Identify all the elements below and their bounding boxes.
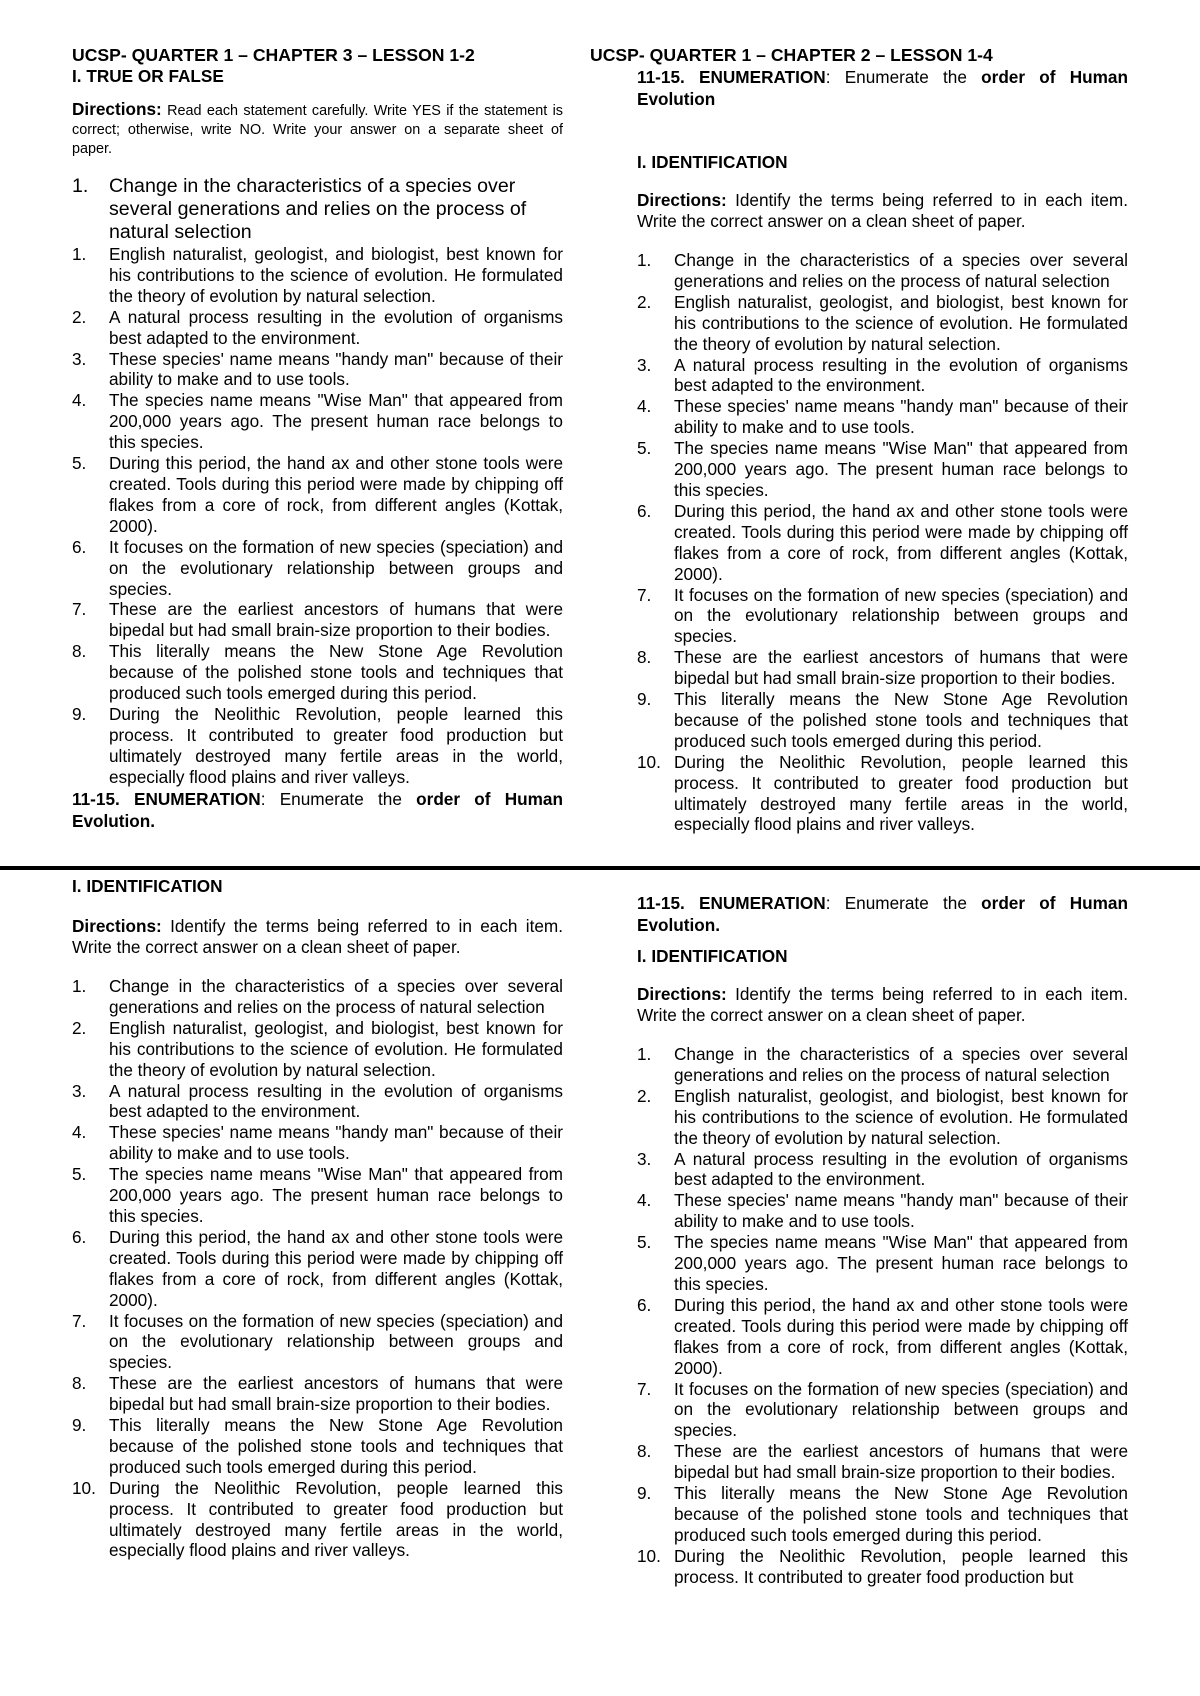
item-number: 4. [637,1190,652,1211]
item-text: It focuses on the formation of new species (speciation) and on the evolutionary relationship between groups and species. [109,536,563,599]
right-top-section [637,66,1128,835]
list-item [637,292,1128,355]
list-item [72,1415,563,1478]
item-text: During this period, the hand ax and other stone tools were created. Tools during this period were made by chipping off flakes from a core of rock, from different angles (Kottak, 2000). [674,500,1128,584]
item-text: This literally means the New Stone Age Revolution because of the polished stone tools and techniques that produced such tools emerged during this period. [674,1483,1128,1545]
item-text: A natural process resulting in the evolution of organisms best adapted to the environment. [109,1080,563,1122]
left-top-section [72,44,563,832]
item-text: During this period, the hand ax and other stone tools were created. Tools during this period were made by chipping off flakes from a core of rock, from different angles (Kottak, 2000). [674,1294,1128,1378]
item-text: This literally means the New Stone Age Revolution because of the polished stone tools and techniques that produced such tools emerged during this period. [109,1415,563,1477]
list-item [637,250,1128,292]
item-text: During this period, the hand ax and other stone tools were created. Tools during this period were made by chipping off flakes from a core of rock, from different angles (Kottak, 2000). [109,453,563,536]
directions [72,916,563,958]
list-item [637,1379,1128,1442]
lesson-header: UCSP- QUARTER 1 – CHAPTER 2 – LESSON 1-4 [590,45,993,65]
item-number: 3. [637,354,652,375]
list-item [72,704,563,788]
list-item [637,647,1128,689]
item-number: 2. [637,1085,652,1106]
item-text: During the Neolithic Revolution, people learned this process. It contributed to greater food production but ultimately destroyed many fertile areas in the world, especially flood plains and river valleys. [674,751,1128,835]
text-span: Identify the terms being referred to in each item. Write the correct answer on a clean sheet of paper. [637,190,1128,231]
text-span: : Enumerate the [825,67,982,87]
item-number: 5. [72,1164,87,1185]
list-item [637,1441,1128,1483]
item-text: Change in the characteristics of a species over several generations and relies on the process of natural selection [674,1044,1128,1085]
item-number: 6. [637,500,652,521]
item-text: Change in the characteristics of a species over several generations and relies on the process of natural selection [109,976,563,1017]
item-text: The species name means "Wise Man" that appeared from 200,000 years ago. The present human race belongs to this species. [674,1232,1128,1294]
enumeration-instruction [637,892,1128,936]
text-span: 11-15. ENUMERATION [637,67,826,87]
section-title: I. TRUE OR FALSE [72,66,224,86]
list-item [72,537,563,600]
question-list [72,976,563,1561]
list-item [72,453,563,537]
text-span: Identify the terms being referred to in each item. Write the correct answer on a clean sheet of paper. [72,916,563,957]
enumeration-instruction [637,66,1128,110]
section-title: I. IDENTIFICATION [637,152,788,172]
item-number: 3. [72,1080,87,1101]
section-title: I. IDENTIFICATION [72,876,223,896]
text-span: 11-15. ENUMERATION [637,893,826,913]
list-item [637,501,1128,585]
text-span: order of Human Evolution [637,67,1128,109]
list-item [72,1373,563,1415]
list-item [637,752,1128,836]
list-item [637,1149,1128,1191]
list-item [637,1190,1128,1232]
list-item [72,175,563,244]
list-item [72,641,563,704]
list-item [637,585,1128,648]
item-number: 7. [72,599,87,620]
item-number: 9. [72,1415,87,1436]
item-number: 4. [72,1122,87,1143]
item-text: These species' name means "handy man" because of their ability to make and to use tools. [109,1122,563,1164]
item-text: It focuses on the formation of new species (speciation) and on the evolutionary relationship between groups and species. [674,1378,1128,1441]
item-text: These species' name means "handy man" because of their ability to make and to use tools. [674,396,1128,438]
list-item [72,349,563,391]
question-list [637,250,1128,835]
item-number: 7. [637,584,652,605]
item-number: 1. [637,1044,652,1064]
item-text: These are the earliest ancestors of humans that were bipedal but had small brain-size proportion to their bodies. [674,647,1128,689]
item-text: English naturalist, geologist, and biologist, best known for his contributions to the science of evolution. He formulated the theory of evolution by natural selection. [674,1085,1128,1148]
list-item [72,1081,563,1123]
directions [72,100,563,159]
list-item [72,390,563,453]
list-item [637,1086,1128,1149]
item-number: 1. [637,250,652,270]
item-text: During this period, the hand ax and other stone tools were created. Tools during this period were made by chipping off flakes from a core of rock, from different angles (Kottak, 2000). [109,1226,563,1310]
item-number: 5. [637,438,652,459]
list-item [637,1044,1128,1086]
item-text: During the Neolithic Revolution, people learned this process. It contributed to greater food production but [674,1545,1128,1587]
list-item [72,1478,563,1562]
list-item [637,1295,1128,1379]
item-text: English naturalist, geologist, and biologist, best known for his contributions to the science of evolution. He formulated the theory of evolution by natural selection. [109,244,563,306]
text-span: : Enumerate the [825,893,982,913]
directions [637,190,1128,232]
lesson-header: UCSP- QUARTER 1 – CHAPTER 3 – LESSON 1-2 [72,45,475,65]
item-number: 3. [637,1148,652,1169]
list-item [637,1546,1128,1588]
item-number: 1. [72,244,87,264]
text-span: order of Human Evolution. [637,893,1128,935]
directions [637,984,1128,1026]
text-span: Read each statement carefully. Write YES if the statement is correct; otherwise, write NO. Write your answer on a separate sheet of paper. [72,103,563,157]
item-number: 2. [72,306,87,327]
list-item [72,1227,563,1311]
item-text: Change in the characteristics of a species over several generations and relies on the process of natural selection [674,250,1128,291]
item-text: English naturalist, geologist, and biologist, best known for his contributions to the science of evolution. He formulated the theory of evolution by natural selection. [674,291,1128,354]
item-text: The species name means "Wise Man" that appeared from 200,000 years ago. The present human race belongs to this species. [109,390,563,453]
list-item [637,438,1128,501]
left-bottom-section [72,876,563,1561]
text-span: order of Human Evolution. [72,788,563,831]
list-item [637,396,1128,438]
item-number: 10. [637,1545,661,1566]
item-text: These are the earliest ancestors of humans that were bipedal but had small brain-size proportion to their bodies. [109,1373,563,1415]
item-number: 10. [637,751,661,772]
item-text: During the Neolithic Revolution, people learned this process. It contributed to greater food production but ultimately destroyed many fertile areas in the world, especially flood plains and river valleys. [109,703,563,787]
item-number: 7. [72,1310,87,1331]
item-text: These species' name means "handy man" because of their ability to make and to use tools. [109,348,563,390]
list-item [637,1483,1128,1546]
item-text: These are the earliest ancestors of humans that were bipedal but had small brain-size proportion to their bodies. [109,599,563,641]
list-item [637,1232,1128,1295]
item-text: This literally means the New Stone Age Revolution because of the polished stone tools and techniques that produced such tools emerged during this period. [674,689,1128,751]
item-number: 8. [72,641,87,662]
item-number: 1. [72,976,87,996]
item-number: 9. [72,703,87,724]
item-number: 6. [72,536,87,557]
text-span: Directions: [637,984,727,1004]
item-number: 10. [72,1477,96,1498]
item-number: 8. [637,1441,652,1462]
list-item [72,1311,563,1374]
text-span: Directions: [637,190,727,210]
section-title: I. IDENTIFICATION [637,946,788,966]
list-item [72,976,563,1018]
list-item [637,689,1128,752]
item-text: English naturalist, geologist, and biologist, best known for his contributions to the science of evolution. He formulated the theory of evolution by natural selection. [109,1017,563,1080]
item-number: 3. [72,348,87,369]
item-text: It focuses on the formation of new species (speciation) and on the evolutionary relationship between groups and species. [109,1310,563,1373]
item-text: It focuses on the formation of new species (speciation) and on the evolutionary relationship between groups and species. [674,584,1128,647]
list-item [637,355,1128,397]
text-span: Directions: [72,916,162,936]
item-number: 8. [637,647,652,668]
item-number: 4. [637,396,652,417]
right-top-header [590,44,1130,66]
item-text: A natural process resulting in the evolution of organisms best adapted to the environment. [109,306,563,348]
item-number: 5. [637,1232,652,1253]
text-span: Identify the terms being referred to in each item. Write the correct answer on a clean sheet of paper. [637,984,1128,1025]
item-text: During the Neolithic Revolution, people learned this process. It contributed to greater food production but ultimately destroyed many fertile areas in the world, especially flood plains and river valleys. [109,1477,563,1561]
item-number: 1. [72,175,89,197]
text-span: Directions: [72,99,162,119]
list-item [72,307,563,349]
item-text: Change in the characteristics of a species over several generations and relies on the process of natural selection [109,175,527,243]
item-text: The species name means "Wise Man" that appeared from 200,000 years ago. The present human race belongs to this species. [674,438,1128,500]
page-divider [0,866,1200,870]
list-item [72,1164,563,1227]
item-number: 5. [72,453,87,474]
text-span: 11-15. ENUMERATION [72,788,261,809]
question-list [637,1044,1128,1588]
item-text: The species name means "Wise Man" that appeared from 200,000 years ago. The present human race belongs to this species. [109,1164,563,1226]
item-number: 8. [72,1373,87,1394]
item-text: A natural process resulting in the evolution of organisms best adapted to the environment. [674,354,1128,396]
item-number: 7. [637,1378,652,1399]
enumeration-instruction [72,788,563,832]
item-number: 2. [72,1017,87,1038]
list-item [72,1122,563,1164]
list-item [72,599,563,641]
list-item [72,1018,563,1081]
item-text: These species' name means "handy man" because of their ability to make and to use tools. [674,1190,1128,1232]
item-text: This literally means the New Stone Age Revolution because of the polished stone tools and techniques that produced such tools emerged during this period. [109,641,563,704]
item-number: 9. [637,689,652,710]
item-number: 6. [72,1226,87,1247]
item-text: These are the earliest ancestors of humans that were bipedal but had small brain-size proportion to their bodies. [674,1441,1128,1483]
item-number: 6. [637,1294,652,1315]
right-bottom-section [637,892,1128,1588]
item-number: 2. [637,291,652,312]
item-number: 9. [637,1483,652,1504]
item-number: 4. [72,390,87,411]
list-item [72,244,563,307]
item-text: A natural process resulting in the evolution of organisms best adapted to the environment. [674,1148,1128,1190]
text-span: : Enumerate the [260,788,417,809]
question-list [72,175,563,788]
